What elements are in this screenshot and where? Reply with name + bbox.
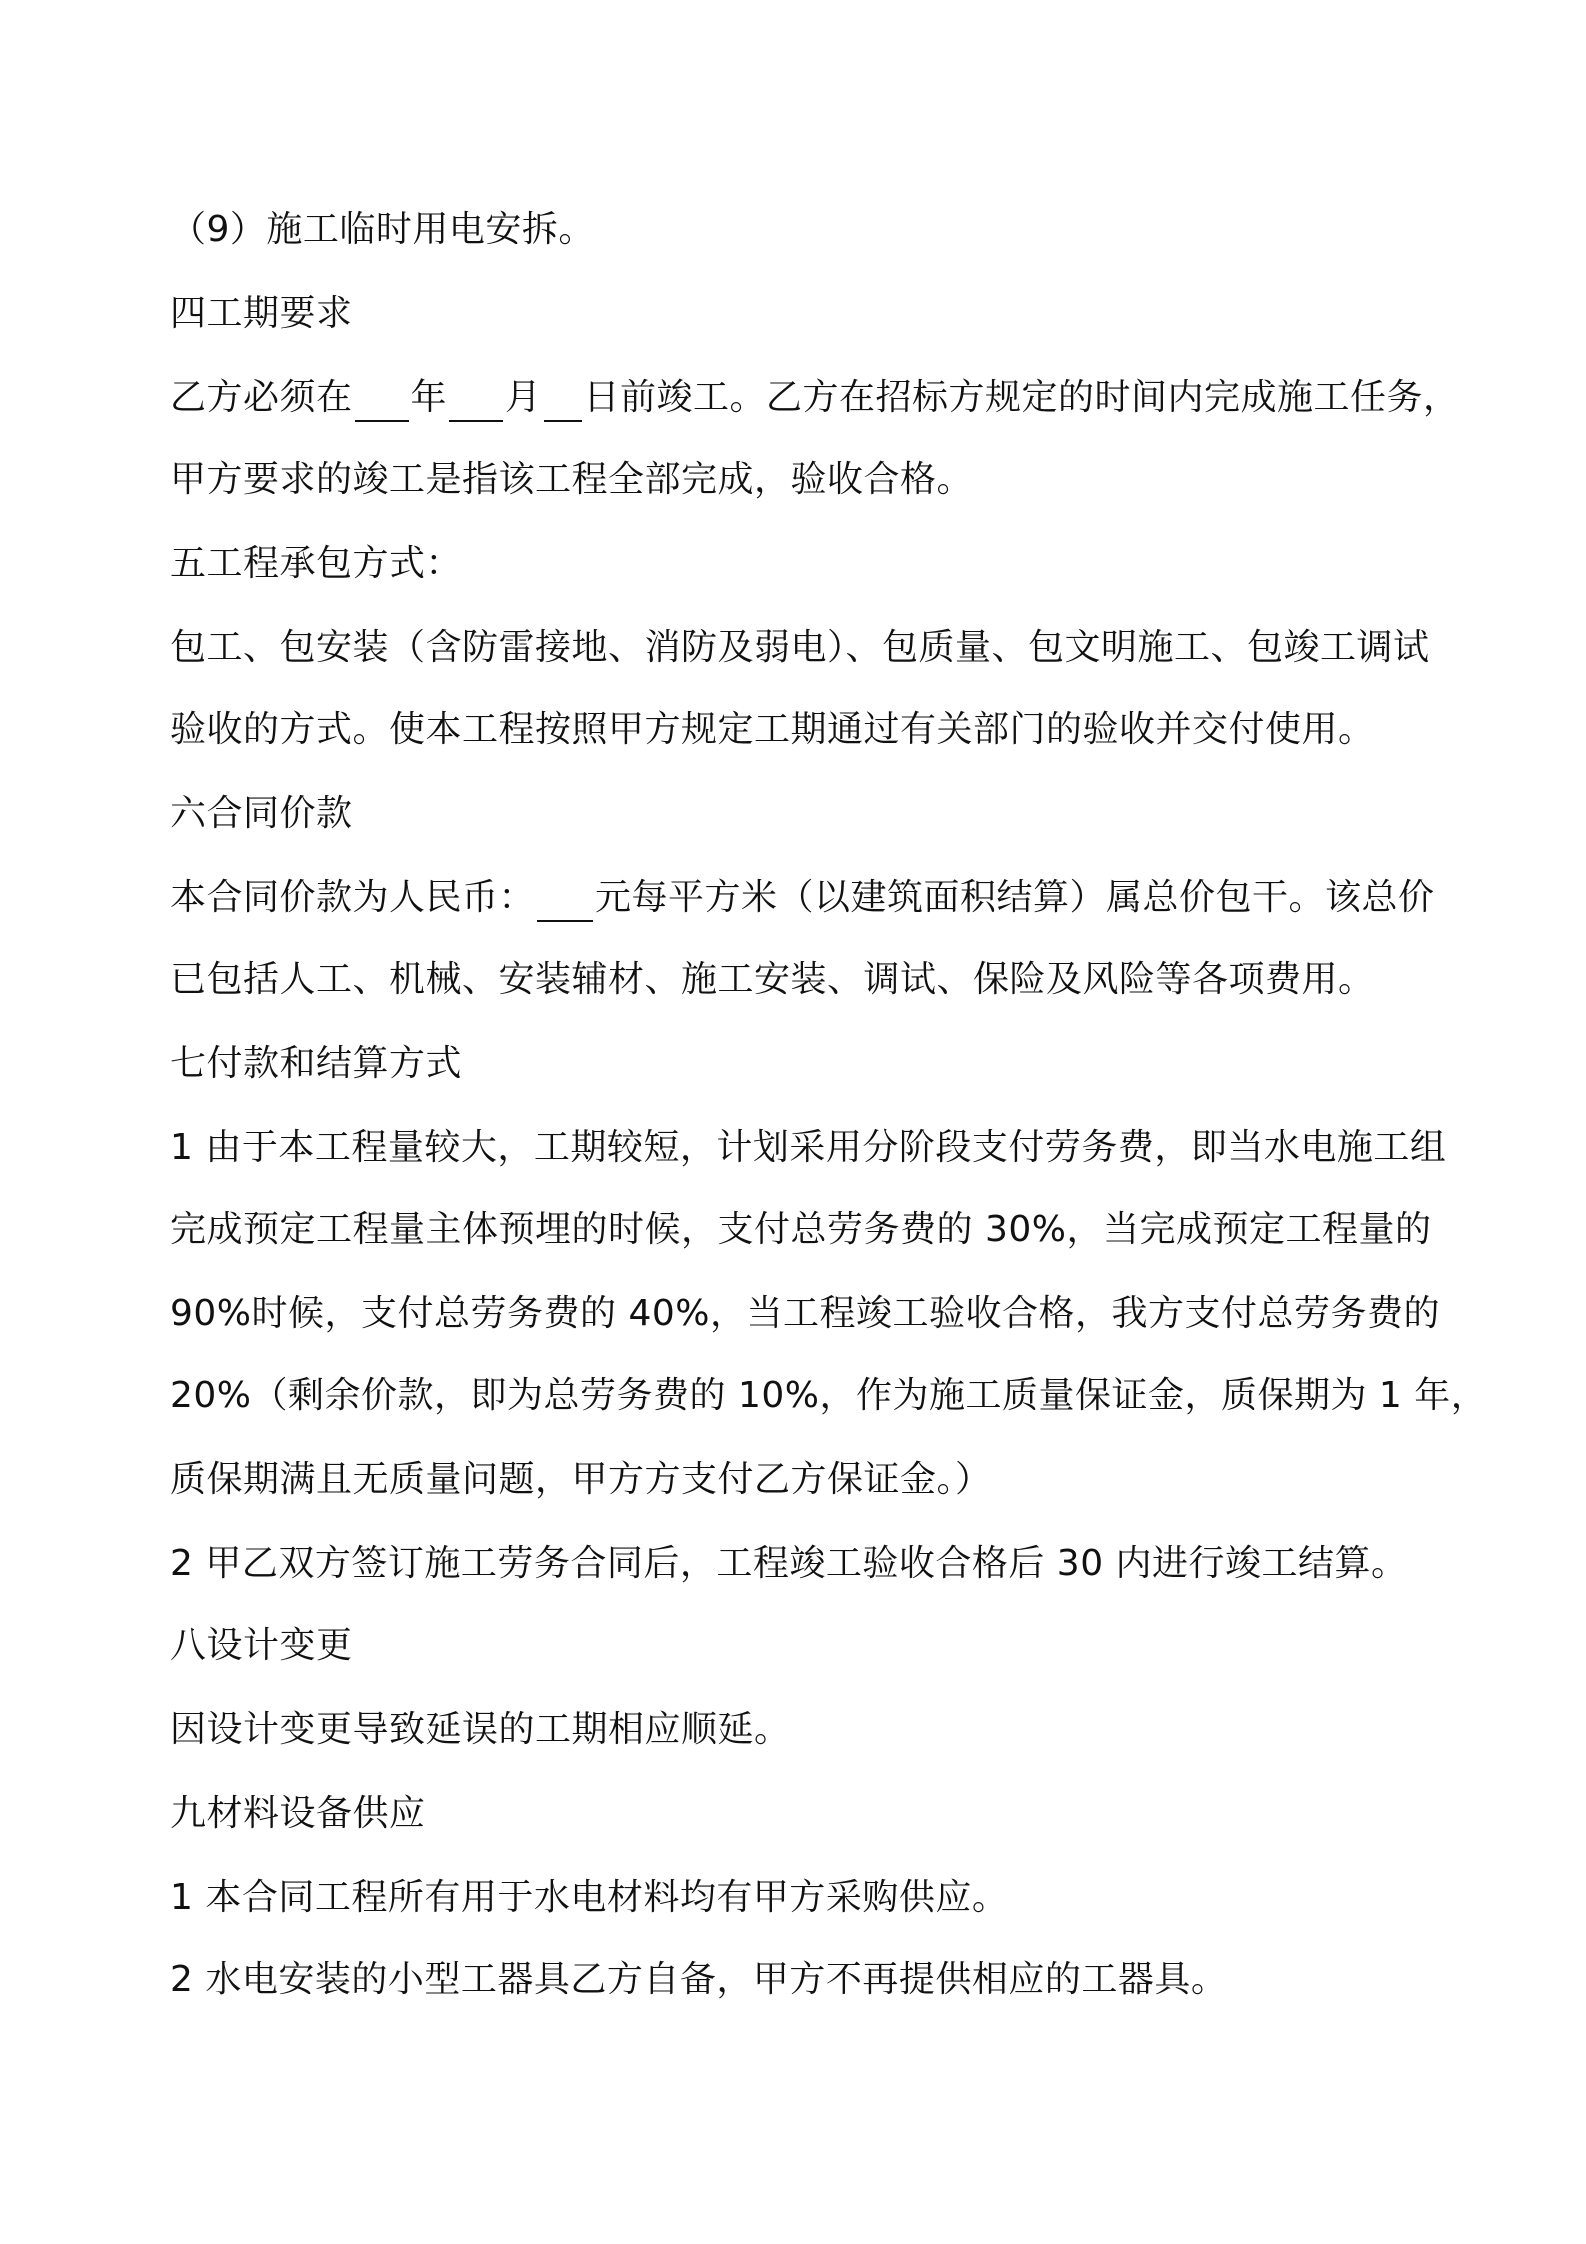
design-change-text: 因设计变更导致延误的工期相应顺延。 (170, 1709, 791, 1750)
payment-clause-1-line-1: 1 由于本工程量较大，工期较短，计划采用分阶段支付劳务费，即当水电施工组 (170, 1127, 1447, 1168)
payment-clause-1-line-5: 质保期满且无质量问题，甲方方支付乙方保证金。） (170, 1459, 992, 1500)
material-clause-2: 2 水电安装的小型工器具乙方自备，甲方不再提供相应的工器具。 (170, 1959, 1228, 2000)
section-6-heading: 六合同价款 (170, 793, 353, 834)
price-prefix: 本合同价款为人民币： (170, 877, 536, 918)
contract-scope-line-2: 验收的方式。使本工程按照甲方规定工期通过有关部门的验收并交付使用。 (170, 709, 1375, 750)
contract-price-line (170, 874, 1470, 922)
payment-clause-2: 2 甲乙双方签订施工劳务合同后，工程竣工验收合格后 30 内进行竣工结算。 (170, 1543, 1408, 1584)
day-blank (544, 386, 582, 422)
section-4-heading: 四工期要求 (170, 293, 353, 334)
price-blank (537, 886, 593, 922)
contract-scope-line-1: 包工、包安装（含防雷接地、消防及弱电）、包质量、包文明施工、包竣工调试 (170, 627, 1430, 668)
completion-definition: 甲方要求的竣工是指该工程全部完成，验收合格。 (170, 459, 974, 500)
completion-suffix: 日前竣工。乙方在招标方规定的时间内完成施工任务， (583, 377, 1460, 418)
section-5-heading: 五工程承包方式： (170, 543, 463, 584)
month-blank (449, 386, 503, 422)
section-8-heading: 八设计变更 (170, 1625, 353, 1666)
completion-date-line (170, 374, 1470, 422)
section-9-heading: 九材料设备供应 (170, 1793, 426, 1834)
price-suffix: 元每平方米（以建筑面积结算）属总价包干。该总价 (595, 877, 1435, 918)
section-7-heading: 七付款和结算方式 (170, 1043, 463, 1084)
year-label: 年 (410, 377, 448, 418)
payment-clause-1-line-4: 20%（剩余价款，即为总劳务费的 10%，作为施工质量保证金，质保期为 1 年， (170, 1375, 1488, 1416)
item-9-temporary-power: （9）施工临时用电安拆。 (170, 209, 595, 250)
price-inclusions: 已包括人工、机械、安装辅材、施工安装、调试、保险及风险等各项费用。 (170, 959, 1375, 1000)
year-blank (355, 386, 409, 422)
payment-clause-1-line-2: 完成预定工程量主体预埋的时候，支付总劳务费的 30%，当完成预定工程量的 (170, 1209, 1432, 1250)
completion-prefix: 乙方必须在 (170, 377, 353, 418)
payment-clause-1-line-3: 90%时候，支付总劳务费的 40%，当工程竣工验收合格，我方支付总劳务费的 (170, 1293, 1440, 1334)
month-label: 月 (505, 377, 542, 418)
material-clause-1: 1 本合同工程所有用于水电材料均有甲方采购供应。 (170, 1877, 1009, 1918)
